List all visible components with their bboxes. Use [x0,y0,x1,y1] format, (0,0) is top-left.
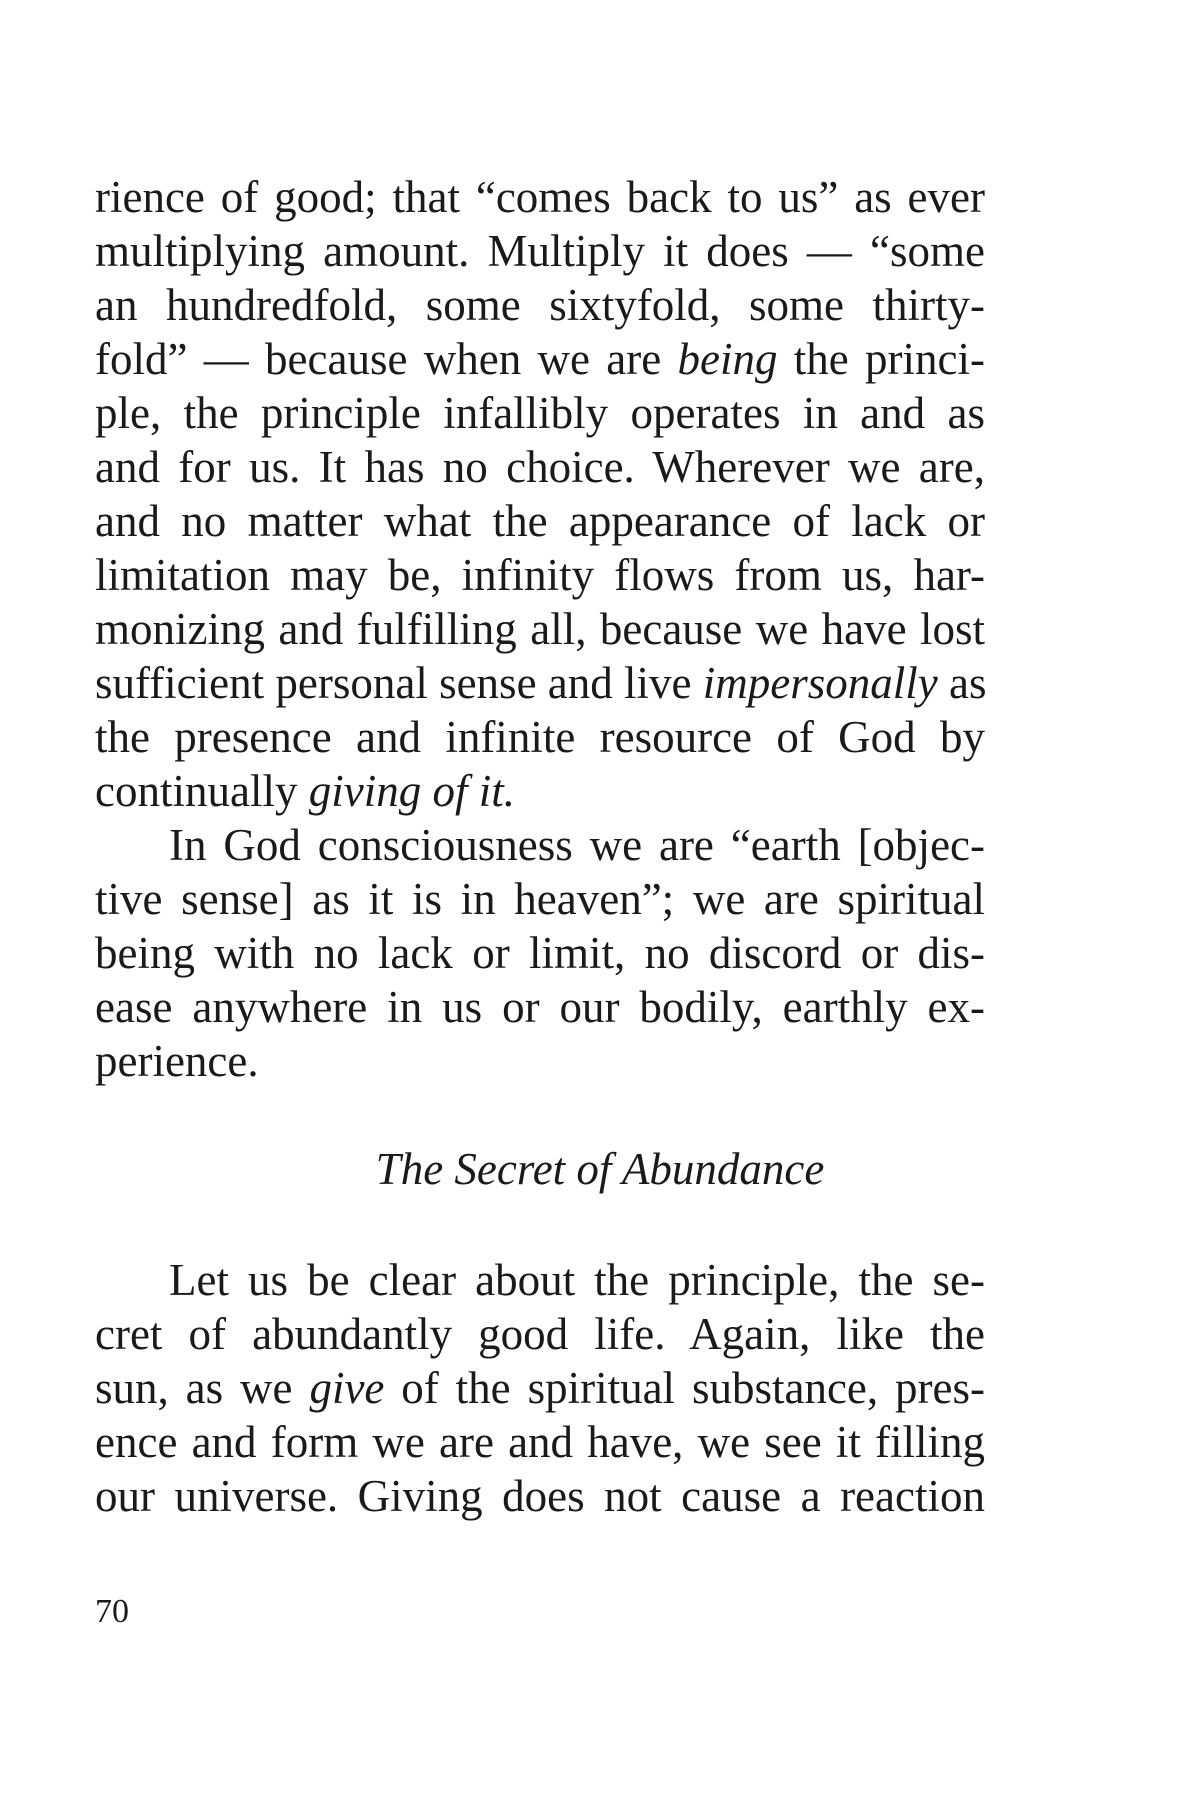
text-line: our universe. Giving does not cause a reaction [95,1471,985,1521]
emphasis-text: impersonally [702,658,938,708]
text-segment: the princi- [777,334,985,384]
text-line: ple, the principle infallibly operates in and as [95,388,985,438]
body-text-top [95,170,985,1088]
text-line: ease anywhere in us or our bodily, earthly ex- [95,982,985,1032]
body-text-bottom [95,1253,985,1523]
emphasis-text: giving of it. [308,766,515,816]
text-line [95,332,985,386]
text-segment: fold” — because when we are [95,334,678,384]
text-line: the presence and infinite resource of God by [95,712,985,762]
emphasis-text: being [677,334,778,384]
text-segment: sun, as we [95,1363,310,1413]
text-line: In God consciousness we are “earth [objec- [169,820,985,870]
text-line: cret of abundantly good life. Again, like the [95,1309,985,1359]
text-line: limitation may be, infinity flows from us, har- [95,550,985,600]
text-line: perience. [95,1036,259,1086]
text-line: an hundredfold, some sixtyfold, some thirty- [95,280,985,330]
text-line: ence and form we are and have, we see it filling [95,1417,985,1467]
text-segment: continually [95,766,309,816]
text-line [95,656,985,710]
text-segment: of the spiritual substance, pres- [384,1363,986,1413]
text-line: multiplying amount. Multiply it does — “some [95,226,985,276]
text-segment: sufficient personal sense and live [95,658,703,708]
text-line: rience of good; that “comes back to us” as ever [95,172,985,222]
text-segment: as [937,658,987,708]
text-line [95,1361,985,1415]
section-heading: The Secret of Abundance [375,1144,825,1194]
text-line: tive sense] as it is in heaven”; we are spiritual [95,874,985,924]
page-number: 70 [95,1593,129,1630]
text-line: and for us. It has no choice. Wherever we are, [95,442,985,492]
text-line [95,764,985,818]
text-line: Let us be clear about the principle, the se- [169,1255,985,1305]
text-line: being with no lack or limit, no discord or dis- [95,928,985,978]
text-line: and no matter what the appearance of lack or [95,496,985,546]
emphasis-text: give [309,1363,385,1413]
text-line: monizing and fulfilling all, because we have lost [95,604,985,654]
